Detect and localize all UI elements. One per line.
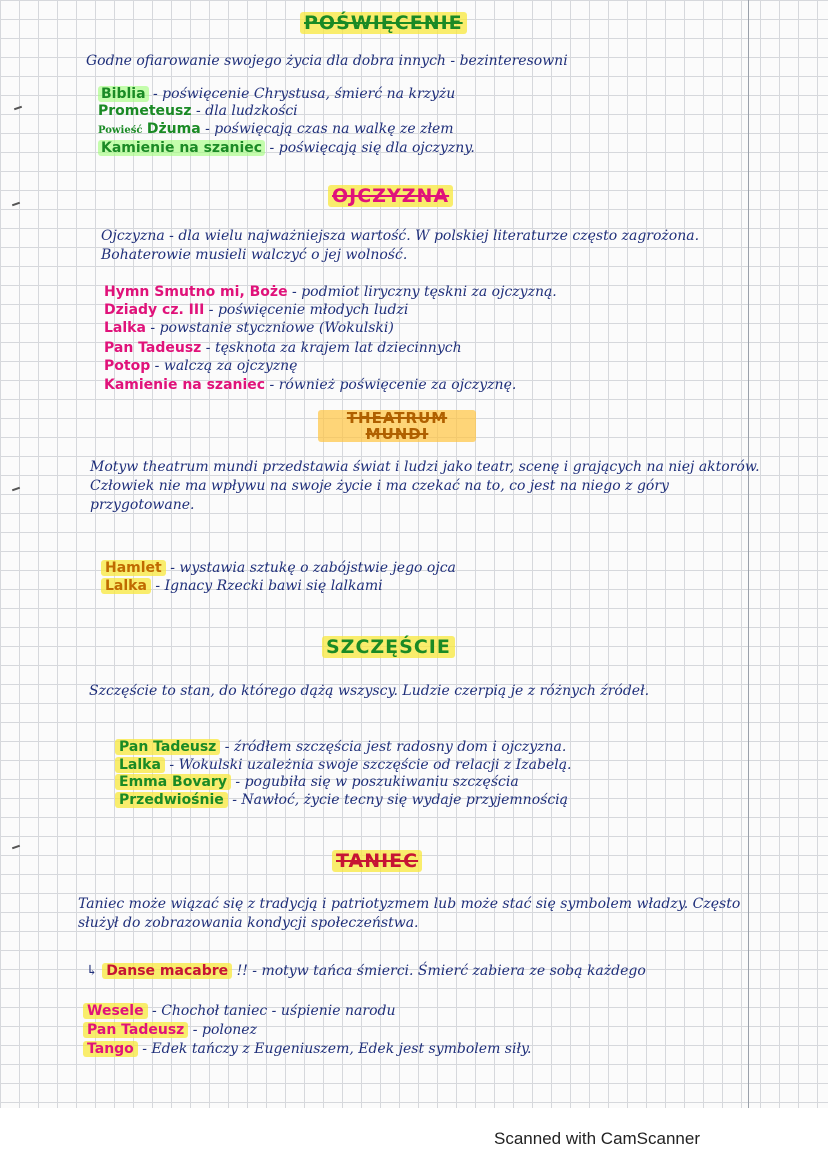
- section-title-taniec: TANIEC: [332, 850, 422, 872]
- item-keyword: Tango: [83, 1041, 138, 1057]
- section-title-szczescie: SZCZĘŚCIE: [322, 636, 455, 658]
- scanner-watermark: Scanned with CamScanner: [494, 1129, 701, 1148]
- item-keyword: Przedwiośnie: [115, 792, 228, 808]
- item-keyword: Pan Tadeusz: [115, 739, 220, 755]
- item-text: - również poświęcenie za ojczyznę.: [269, 377, 517, 393]
- section-title-poswiecenie: POŚWIĘCENIE: [300, 12, 467, 34]
- item-text: - wystawia sztukę o zabójstwie jego ojca: [170, 560, 456, 576]
- item-keyword: Pan Tadeusz: [104, 340, 202, 356]
- list-item: [115, 774, 519, 791]
- list-item: [83, 1003, 395, 1020]
- item-keyword: Biblia: [98, 86, 149, 102]
- list-item: [101, 560, 456, 577]
- list-item: [98, 140, 475, 157]
- item-prefix: Powieść: [98, 125, 143, 136]
- item-text: - pogubiła się w poszukiwaniu szczęścia: [235, 774, 519, 790]
- list-item: [98, 103, 298, 120]
- item-keyword: Lalka: [115, 757, 165, 773]
- list-item: [104, 284, 557, 301]
- section-intro: Szczęście to stan, do którego dążą wszyscy. Ludzie czerpią je z różnych źródeł.: [89, 683, 650, 699]
- section-intro: Motyw theatrum mundi przedstawia świat i ludzi jako teatr, scenę i grających na niej aktorów. Człowiek nie ma wpływu na swoje życie i ma czekać na to, co jest na niego z góry przygotowane.: [90, 459, 765, 513]
- item-keyword: Emma Bovary: [115, 774, 231, 790]
- item-keyword: Dziady cz. III: [104, 302, 205, 318]
- item-text: - tęsknota za krajem lat dziecinnych: [205, 340, 462, 356]
- list-item: [104, 302, 408, 319]
- list-item: [101, 578, 383, 595]
- item-text: - polonez: [192, 1022, 257, 1038]
- list-item: [115, 757, 572, 774]
- list-item: [104, 320, 394, 337]
- item-keyword: Hamlet: [101, 560, 166, 576]
- item-text: - Nawłoć, życie tecny się wydaje przyjemnością: [232, 792, 568, 808]
- list-item: [86, 963, 646, 980]
- item-text: - dla ludzkości: [195, 103, 298, 119]
- item-keyword: Danse macabre: [102, 963, 232, 979]
- item-text: !! - motyw tańca śmierci. Śmierć zabiera ze sobą każdego: [236, 963, 646, 979]
- list-item: [104, 377, 516, 394]
- list-item: [98, 121, 454, 139]
- item-text: - Edek tańczy z Eugeniuszem, Edek jest symbolem siły.: [142, 1041, 532, 1057]
- item-keyword: Lalka: [104, 320, 146, 336]
- item-keyword: Lalka: [101, 578, 151, 594]
- item-text: - walczą za ojczyznę: [154, 358, 298, 374]
- item-keyword: Pan Tadeusz: [83, 1022, 188, 1038]
- section-title-ojczyzna: OJCZYZNA: [328, 185, 453, 207]
- section-intro: Godne ofiarowanie swojego życia dla dobra innych - bezinteresowni: [86, 53, 568, 69]
- list-item: [115, 739, 566, 756]
- item-text: - Chochoł taniec - uśpienie narodu: [152, 1003, 396, 1019]
- item-text: - poświęcają się dla ojczyzny.: [269, 140, 475, 156]
- item-text: - poświęcenie Chrystusa, śmierć na krzyżu: [153, 86, 456, 102]
- item-text: - Wokulski uzależnia swoje szczęście od relacji z Izabelą.: [169, 757, 572, 773]
- list-item: [83, 1022, 257, 1039]
- item-text: - poświęcenie młodych ludzi: [208, 302, 409, 318]
- item-keyword: Potop: [104, 358, 151, 374]
- item-text: - powstanie styczniowe (Wokulski): [150, 320, 394, 336]
- item-keyword: Prometeusz: [98, 103, 192, 119]
- list-item: [104, 340, 462, 357]
- item-keyword: Wesele: [83, 1003, 148, 1019]
- item-keyword: Kamienie na szaniec: [104, 377, 266, 393]
- item-text: - poświęcają czas na walkę ze złem: [205, 121, 454, 137]
- item-keyword: Kamienie na szaniec: [98, 140, 265, 156]
- item-keyword: Dżuma: [146, 121, 201, 137]
- list-item: [98, 86, 455, 103]
- item-text: - podmiot liryczny tęskni za ojczyzną.: [292, 284, 557, 300]
- item-text: - Ignacy Rzecki bawi się lalkami: [155, 578, 383, 594]
- list-item: [104, 358, 297, 375]
- item-text: - źródłem szczęścia jest radosny dom i ojczyzna.: [224, 739, 567, 755]
- item-keyword: Hymn Smutno mi, Boże: [104, 284, 288, 300]
- section-intro: Ojczyzna - dla wielu najważniejsza wartość. W polskiej literaturze często zagrożona. Bohaterowie musieli walczyć o jej wolność.: [101, 228, 704, 263]
- item-prefix: ↳: [86, 963, 98, 979]
- section-title-theatrum-mundi: THEATRUM MUNDI: [318, 410, 476, 442]
- list-item: [115, 792, 568, 809]
- list-item: [83, 1041, 532, 1058]
- section-intro: Taniec może wiązać się z tradycją i patriotyzmem lub może stać się symbolem władzy. Często służył do zobrazowania kondycji społeczeństwa.: [78, 896, 745, 931]
